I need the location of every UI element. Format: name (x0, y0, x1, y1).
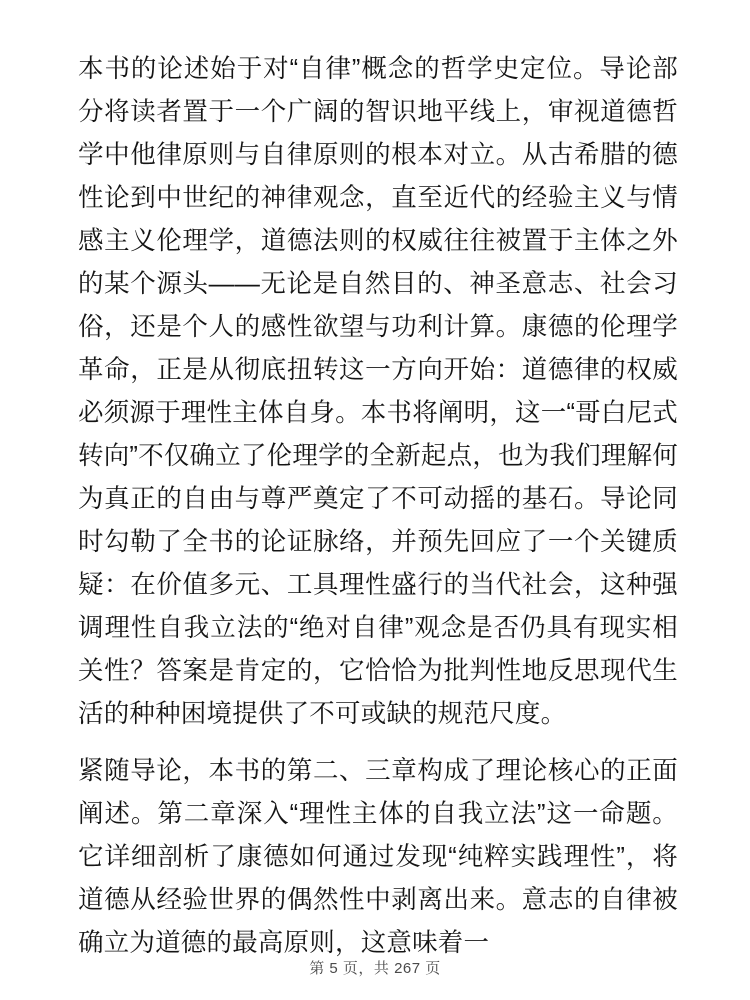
paragraph-2: 紧随导论，本书的第二、三章构成了理论核心的正面阐述。第二章深入“理性主体的自我立法”这一命题。它详细剖析了康德如何通过发现“纯粹实践理性”，将道德从经验世界的偶然性中剥离出来。意志的自律被确立为道德的最高原则，这意味着一 (78, 757, 678, 957)
page-footer: 第 5 页，共 267 页 (309, 960, 441, 977)
paragraph-1: 本书的论述始于对“自律”概念的哲学史定位。导论部分将读者置于一个广阔的智识地平线上，审视道德哲学中他律原则与自律原则的根本对立。从古希腊的德性论到中世纪的神律观念，直至近代的经验主义与情感主义伦理学，道德法则的权威往往被置于主体之外的某个源头——无论是自然目的、神圣意志、社会习俗，还是个人的感性欲望与功利计算。康德的伦理学革命，正是从彻底扭转这一方向开始：道德律的权威必须源于理性主体自身。本书将阐明，这一“哥白尼式转向”不仅确立了伦理学的全新起点，也为我们理解何为真正的自由与尊严奠定了不可动摇的基石。导论同时勾勒了全书的论证脉络，并预先回应了一个关键质疑：在价值多元、工具理性盛行的当代社会，这种强调理性自我立法的“绝对自律”观念是否仍具有现实相关性？答案是肯定的，它恰恰为批判性地反思现代生活的种种困境提供了不可或缺的规范尺度。 (78, 55, 678, 728)
document-body (78, 48, 678, 965)
